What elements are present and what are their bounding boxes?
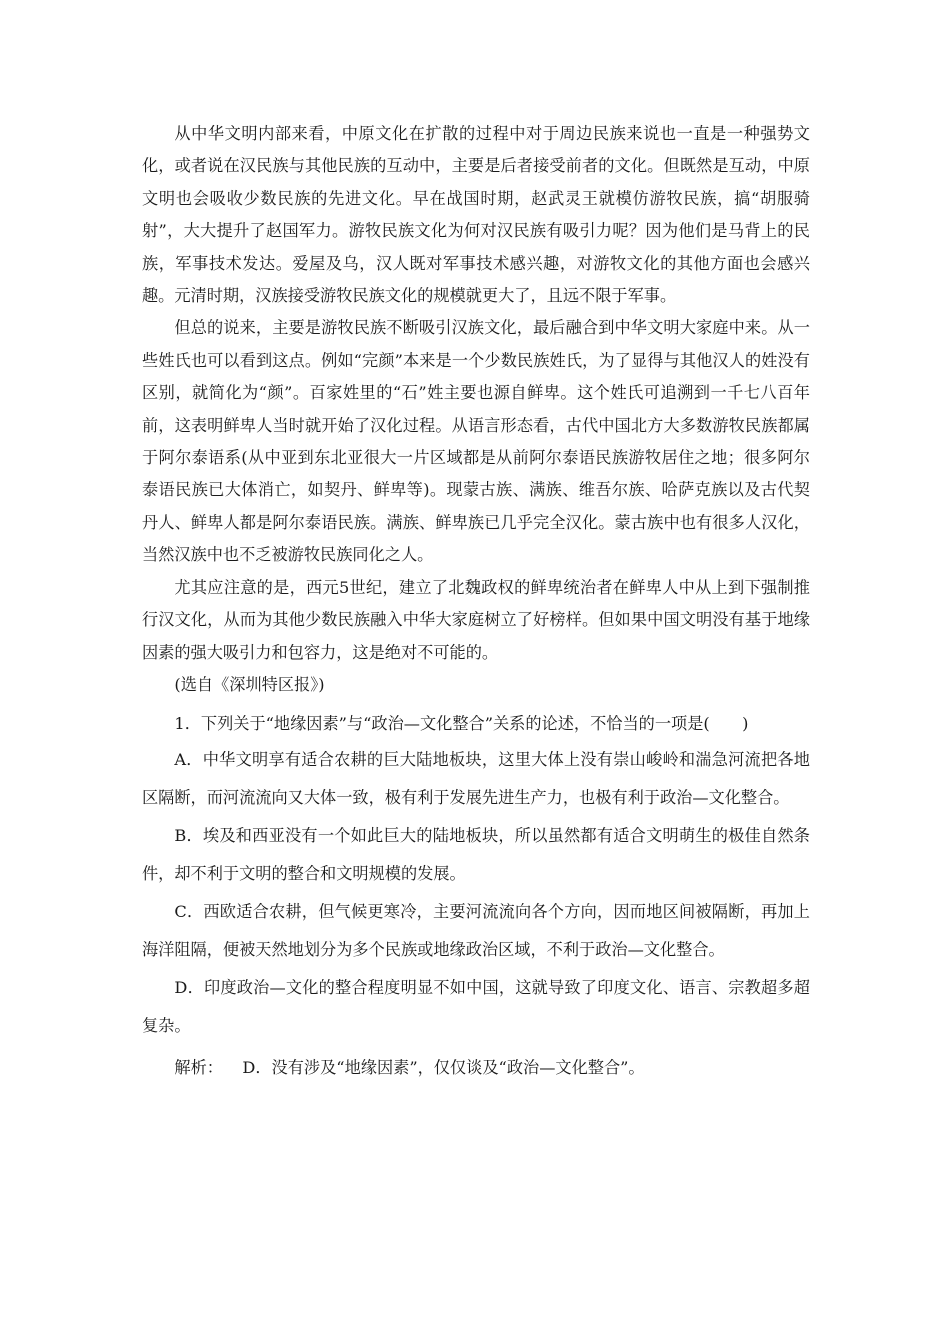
option-a: A．中华文明享有适合农耕的巨大陆地板块，这里大体上没有崇山峻岭和湍急河流把各地区隔断，而河流流向又大体一致，极有利于发展先进生产力，也极有利于政治—文化整合。 xyxy=(142,750,810,808)
option-c: C．西欧适合农耕，但气候更寒冷，主要河流流向各个方向，因而地区间被隔断，再加上海洋阻隔，便被天然地划分为多个民族或地缘政治区域，不利于政治—文化整合。 xyxy=(142,902,810,960)
analysis-label: 解析： xyxy=(174,1058,223,1078)
passage-paragraph-3: 尤其应注意的是，西元5世纪，建立了北魏政权的鲜卑统治者在鲜卑人中从上到下强制推行汉文化，从而为其他少数民族融入中华大家庭树立了好榜样。但如果中国文明没有基于地缘因素的强大吸引力和包容力，这是绝对不可能的。 xyxy=(142,577,810,662)
analysis xyxy=(142,1049,810,1087)
option-d: D．印度政治—文化的整合程度明显不如中国，这就导致了印度文化、语言、宗教超多超复杂。 xyxy=(142,978,810,1036)
question-block xyxy=(142,707,810,1087)
question-stem: 1．下列关于“地缘因素”与“政治—文化整合”关系的论述，不恰当的一项是( ) xyxy=(174,714,749,734)
passage-paragraph-2: 但总的说来，主要是游牧民族不断吸引汉族文化，最后融合到中华文明大家庭中来。从一些姓氏也可以看到这点。例如“完颜”本来是一个少数民族姓氏，为了显得与其他汉人的姓没有区别，就简化为“颜”。百家姓里的“石”姓主要也源自鲜卑。这个姓氏可追溯到一千七八百年前，这表明鲜卑人当时就开始了汉化过程。从语言形态看，古代中国北方大多数游牧民族都属于阿尔泰语系(从中亚到东北亚很大一片区域都是从前阿尔泰语民族游牧居住之地；很多阿尔泰语民族已大体消亡，如契丹、鲜卑等)。现蒙古族、满族、维吾尔族、哈萨克族以及古代契丹人、鲜卑人都是阿尔泰语民族。满族、鲜卑族已几乎完全汉化。蒙古族中也有很多人汉化，当然汉族中也不乏被游牧民族同化之人。 xyxy=(142,318,810,565)
passage-paragraph-1: 从中华文明内部来看，中原文化在扩散的过程中对于周边民族来说也一直是一种强势文化，或者说在汉民族与其他民族的互动中，主要是后者接受前者的文化。但既然是互动，中原文明也会吸收少数民族的先进文化。早在战国时期，赵武灵王就模仿游牧民族，搞“胡服骑射”，大大提升了赵国军力。游牧民族文化为何对汉民族有吸引力呢？因为他们是马背上的民族，军事技术发达。爱屋及乌，汉人既对军事技术感兴趣，对游牧文化的其他方面也会感兴趣。元清时期，汉族接受游牧民族文化的规模就更大了，且远不限于军事。 xyxy=(142,124,810,306)
document-content xyxy=(142,118,810,1087)
option-b: B．埃及和西亚没有一个如此巨大的陆地板块，所以虽然都有适合文明萌生的极佳自然条件，却不利于文明的整合和文明规模的发展。 xyxy=(142,826,810,884)
passage-source: (选自《深圳特区报》) xyxy=(174,674,325,694)
analysis-text: D．没有涉及“地缘因素”，仅仅谈及“政治—文化整合”。 xyxy=(242,1058,645,1078)
